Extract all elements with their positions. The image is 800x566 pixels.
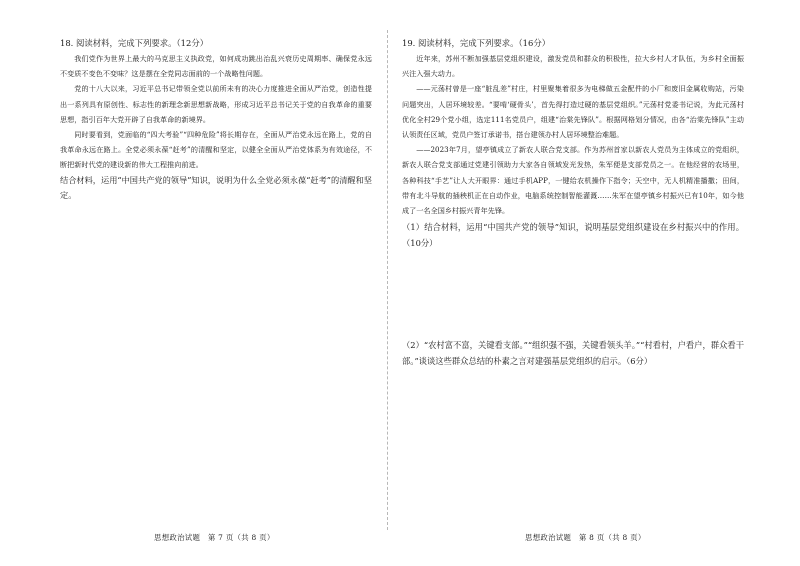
q18-paragraph-3: 同时要看到，党面临的“四大考验”“四种危险”将长期存在，全面从严治党永远在路上，党的自我革命永远在路上。全党必须永葆“赶考”的清醒和坚定，以健全全面从严治党体系为有效途径，不断把新时代党的建设新的伟大工程推向前进。: [60, 130, 372, 170]
q19-paragraph-2: ——元荡村曾是一座“脏乱差”村庄，村里聚集着很多为电梯做五金配件的小厂和废旧金属收购站，污染问题突出，人居环境较差。“要啃‘硬骨头’，首先得打造过硬的基层党组织。”元荡村党委书记说，为此元荡村优化全村29个党小组，选定111名党员户，组建“治棠先锋队”。根据网格划分情况，由各“治棠先锋队”主动认领责任区域，党员户签订承诺书，搭台建领办村人居环境整治难题。: [402, 84, 744, 140]
q19-paragraph-3: ——2023年7月，望亭镇成立了新农人联合党支部。作为苏州首家以新农人党员为主体成立的党组织，新农人联合党支部通过党建引领助力大家各自领域发光发热，朱军便是支部党员之一。在他经营的农场里，各种科技“手艺”让人大开眼界：通过手机APP，一键给农机操作下指令；天空中，无人机精准播撒；田间，带有北斗导航的插秧机正在自动作业，电脑系统控制智能灌溉……朱军在望亭镇乡村振兴已有10年，如今他成了一名全国乡村振兴青年先锋。: [402, 145, 744, 216]
question-18-title: 18. 阅读材料，完成下列要求。（12分）: [60, 38, 209, 48]
q19-subquestion-2: （2）“农村富不富，关键看支部。”“组织强不强，关键看领头羊。”“村看村，户看户，群众看干部。”谈谈这些群众总结的朴素之言对建强基层党组织的启示。（6分）: [402, 340, 744, 367]
left-page-footer: 思想政治试题 第 7 页（共 8 页）: [154, 533, 275, 542]
page-divider: [387, 30, 389, 530]
q19-paragraph-1: 近年来，苏州不断加强基层党组织建设，激发党员和群众的积极性，拉大乡村人才队伍，为乡村全面振兴注入强大动力。: [402, 54, 744, 79]
q18-paragraph-2: 党的十八大以来，习近平总书记带领全党以前所未有的决心力度推进全面从严治党，创造性提出一系列具有原创性、标志性的新理念新思想新战略，形成习近平总书记关于党的自我革命的重要思想，指引百年大党开辟了自我革命的新境界。: [60, 84, 372, 124]
q19-subquestion-1: （1）结合材料，运用“中国共产党的领导”知识，说明基层党组织建设在乡村振兴中的作用。（10分）: [402, 222, 744, 249]
left-page: [60, 36, 372, 204]
right-page: [402, 36, 744, 369]
right-page-footer: 思想政治试题 第 8 页（共 8 页）: [525, 533, 646, 542]
q18-paragraph-1: 我们党作为世界上最大的马克思主义执政党，如何成功跳出治乱兴衰历史周期率、确保党永远不变质不变色不变味？这是摆在全党同志面前的一个战略性问题。: [60, 54, 372, 79]
question-19-title: 19. 阅读材料，完成下列要求。（16分）: [402, 38, 551, 48]
q18-task: 结合材料，运用“中国共产党的领导”知识，说明为什么全党必须永葆“赶考”的清醒和坚定。: [60, 174, 372, 201]
